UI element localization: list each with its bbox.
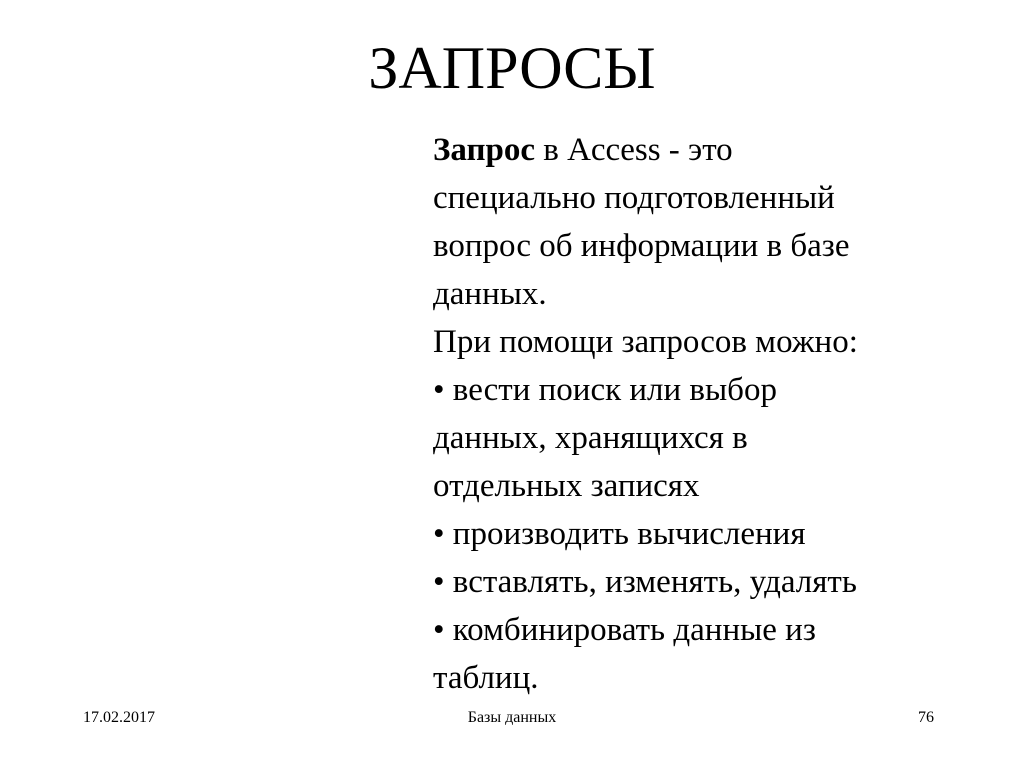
bullet-item: • вставлять, изменять, удалять xyxy=(433,564,857,600)
body-line: вопрос об информации в базе xyxy=(433,228,850,264)
bullet-item: • комбинировать данные из xyxy=(433,612,816,648)
body-line xyxy=(433,126,993,174)
body-line: данных. xyxy=(433,276,547,312)
footer-date: 17.02.2017 xyxy=(83,709,155,726)
body-line: специально подготовленный xyxy=(433,180,835,216)
slide-body xyxy=(433,126,993,702)
bullet-item: • вести поиск или выбор xyxy=(433,372,777,408)
body-line: отдельных записях xyxy=(433,468,700,504)
bullet-item: • производить вычисления xyxy=(433,516,806,552)
slide-title: ЗАПРОСЫ xyxy=(368,35,656,101)
term-bold: Запрос xyxy=(433,132,535,168)
page-number: 76 xyxy=(918,709,934,726)
body-line: данных, хранящихся в xyxy=(433,420,748,456)
body-line: При помощи запросов можно: xyxy=(433,324,858,360)
footer-title: Базы данных xyxy=(467,709,557,726)
body-line: таблиц. xyxy=(433,660,539,696)
intro-text: в Access - это xyxy=(535,132,733,168)
